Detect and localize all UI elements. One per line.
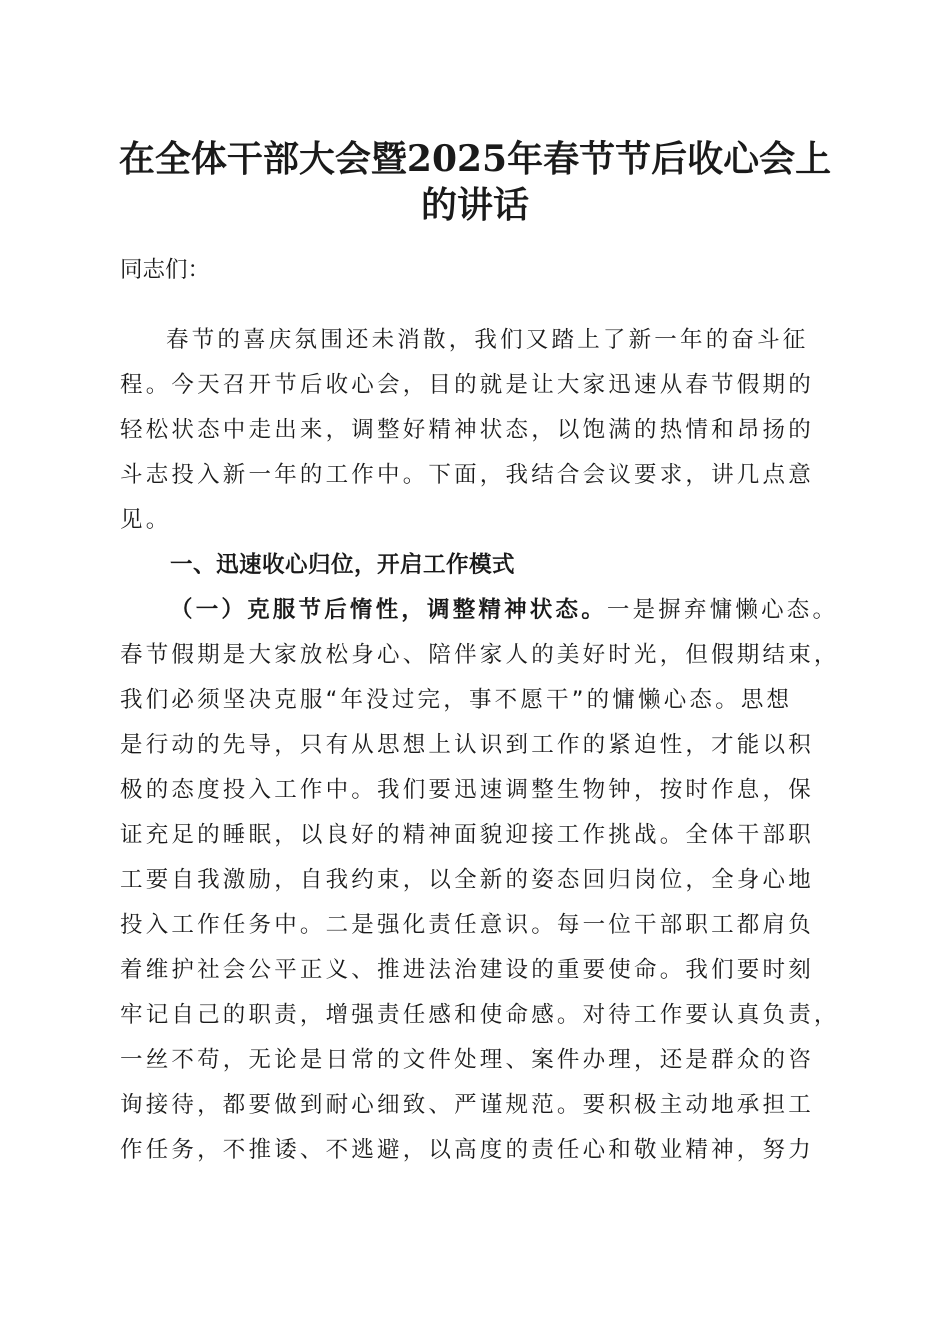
section-heading: 一、迅速收心归位，开启工作模式 (170, 552, 516, 578)
body-line: 是行动的先导，只有从思想上认识到工作的紧迫性，才能以积 (120, 732, 814, 758)
body-line: 牢记自己的职责，增强责任感和使命感。对待工作要认真负责， (120, 1002, 840, 1028)
body-line: 询接待，都要做到耐心细致、严谨规范。要积极主动地承担工 (120, 1092, 814, 1118)
body-line: 春节假期是大家放松身心、陪伴家人的美好时光，但假期结束， (120, 642, 840, 668)
document-title-line-2: 的讲话 (420, 184, 529, 226)
body-line: 作任务，不推诿、不逃避，以高度的责任心和敬业精神，努力 (120, 1137, 814, 1163)
body-line: 证充足的睡眠，以良好的精神面貌迎接工作挑战。全体干部职 (120, 822, 814, 848)
intro-line: 程。今天召开节后收心会，目的就是让大家迅速从春节假期的 (120, 372, 814, 398)
intro-line: 见。 (120, 507, 172, 533)
salutation: 同志们： (120, 257, 211, 283)
body-line: 投入工作任务中。二是强化责任意识。每一位干部职工都肩负 (120, 912, 814, 938)
document-title-line-1: 在全体干部大会暨2025年春节节后收心会上 (118, 138, 832, 180)
intro-line: 轻松状态中走出来，调整好精神状态，以饱满的热情和昂扬的 (120, 417, 814, 443)
subsection-label: （一）克服节后惰性，调整精神状态。 (170, 597, 607, 623)
intro-line: 斗志投入新一年的工作中。下面，我结合会议要求，讲几点意 (120, 462, 814, 488)
subsection-first-line (170, 588, 838, 632)
body-line: 着维护社会公平正义、推进法治建设的重要使命。我们要时刻 (120, 957, 814, 983)
body-line: 工要自我激励，自我约束，以全新的姿态回归岗位，全身心地 (120, 867, 814, 893)
body-line: 我们必须坚决克服“年没过完，事不愿干”的慵懒心态。思想 (120, 687, 793, 713)
body-line: 极的态度投入工作中。我们要迅速调整生物钟，按时作息，保 (120, 777, 814, 803)
intro-line: 春节的喜庆氛围还未消散，我们又踏上了新一年的奋斗征 (166, 327, 809, 353)
subsection-first-rest: 一是摒弃慵懒心态。 (606, 597, 839, 623)
body-line: 一丝不苟，无论是日常的文件处理、案件办理，还是群众的咨 (120, 1047, 814, 1073)
